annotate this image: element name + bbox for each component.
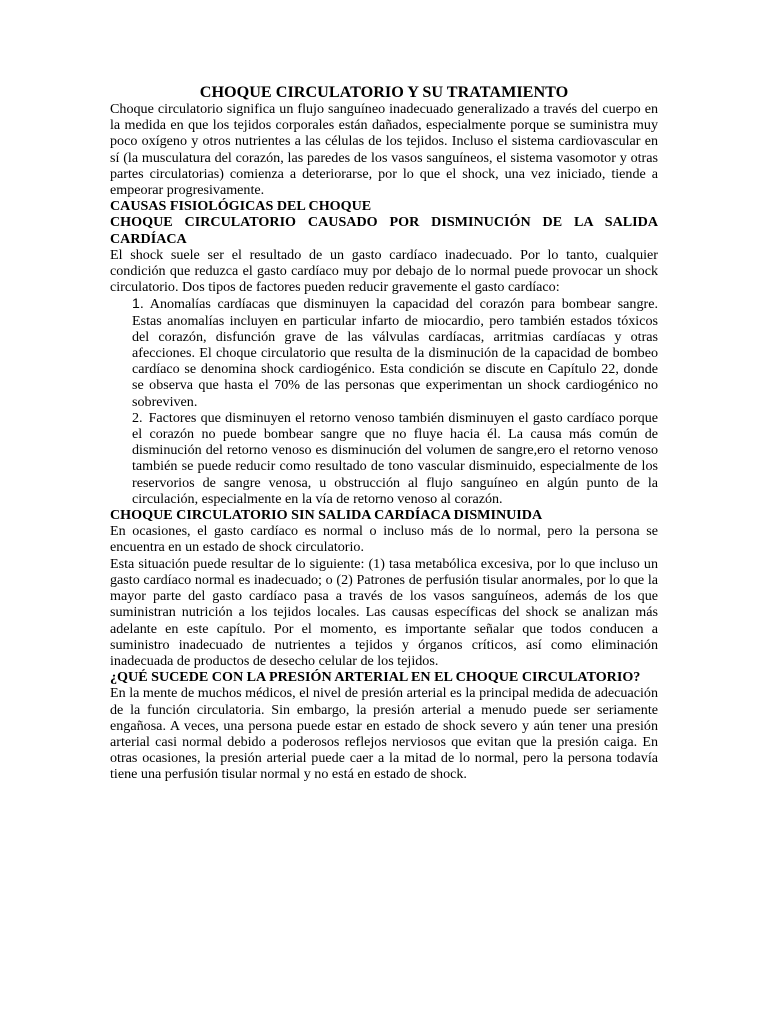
paragraph-arterial-pressure: En la mente de muchos médicos, el nivel de presión arterial es la principal medida de adecuación de la función circulatoria. Sin embargo, la presión arterial a menudo puede ser seriamente engañosa. A veces, una persona puede estar en estado de shock severo y aún tener una presión arterial casi normal debido a poderosos reflejos nerviosos que evitan que la presión caiga. En otras ocasiones, la presión arterial puede caer a la mitad de lo normal, pero la persona todavía tiene una perfusión tisular normal y no está en estado de shock. <box>110 685 658 783</box>
list-item <box>132 410 658 507</box>
heading-arterial-pressure: ¿QUÉ SUCEDE CON LA PRESIÓN ARTERIAL EN EL CHOQUE CIRCULATORIO? <box>110 669 641 686</box>
heading-without-decreased-output: CHOQUE CIRCULATORIO SIN SALIDA CARDÍACA DISMINUIDA <box>110 507 543 524</box>
heading-physiological-causes: CAUSAS FISIOLÓGICAS DEL CHOQUE <box>110 198 372 215</box>
list-item-text: Anomalías cardíacas que disminuyen la capacidad del corazón para bombear sangre. Estas anomalías incluyen en particular infarto de miocardio, pero también estados tóxicos del corazón, disfunción grave de las válvulas cardíacas, arritmias cardíacas y otras afecciones. El choque circulatorio que resulta de la disminución de la capacidad de bombeo cardíaco se denomina shock cardiogénico. Esta condición se discute en Capítulo 22, donde se observa que hasta el 70% de las personas que experimentan un shock cardiogénico no sobreviven. <box>132 296 658 410</box>
list-number: 2. <box>132 409 143 426</box>
heading-decreased-cardiac-output: CHOQUE CIRCULATORIO CAUSADO POR DISMINUCIÓN DE LA SALIDA CARDÍACA <box>110 214 658 247</box>
paragraph-decreased-cardiac-output: El shock suele ser el resultado de un gasto cardíaco inadecuado. Por lo tanto, cualquier condición que reduzca el gasto cardíaco muy por debajo de lo normal puede provocar un shock circulatorio. Dos tipos de factores pueden reducir gravemente el gasto cardíaco: <box>110 246 658 296</box>
list-item <box>132 295 658 409</box>
causes-list <box>110 295 658 507</box>
intro-paragraph: Choque circulatorio significa un flujo sanguíneo inadecuado generalizado a través del cuerpo en la medida en que los tejidos corporales están dañados, especialmente porque se suministra muy poco oxígeno y otros nutrientes a las células de los tejidos. Incluso el sistema cardiovascular en sí (la musculatura del corazón, las paredes de los vasos sanguíneos, el sistema vasomotor y otras partes circulatorias) comienza a deteriorarse, por lo que el shock, una vez iniciado, tiende a empeorar progresivamente. <box>110 101 658 199</box>
paragraph-without-2: Esta situación puede resultar de lo siguiente: (1) tasa metabólica excesiva, por lo que incluso un gasto cardíaco normal es inadecuado; o (2) Patrones de perfusión tisular anormales, por lo que la mayor parte del gasto cardíaco pasa a través de los vasos sanguíneos, además de los que suministran nutrición a los tejidos locales. Las causas específicas del shock se analizan más adelante en este capítulo. Por el momento, es importante señalar que todos conducen a suministro inadecuado de nutrientes a tejidos y órganos críticos, así como eliminación inadecuada de productos de desecho celular de los tejidos. <box>110 555 658 669</box>
paragraph-without-1: En ocasiones, el gasto cardíaco es normal o incluso más de lo normal, pero la persona se encuentra en un estado de shock circulatorio. <box>110 523 658 556</box>
list-item-text: Factores que disminuyen el retorno venoso también disminuyen el gasto cardíaco porque el corazón no puede bombear sangre que no fluye hacia él. La causa más común de disminución del retorno venoso es disminución del volumen de sangre,ero el retorno venoso también se puede reducir como resultado de tono vascular disminuido, especialmente de los reservorios de sangre venosa, u obstrucción al flujo sanguíneo en algún punto de la circulación, especialmente en la vía de retorno venoso al corazón. <box>132 409 658 507</box>
document-title: CHOQUE CIRCULATORIO Y SU TRATAMIENTO <box>199 83 569 101</box>
list-number: 1. <box>132 295 144 312</box>
